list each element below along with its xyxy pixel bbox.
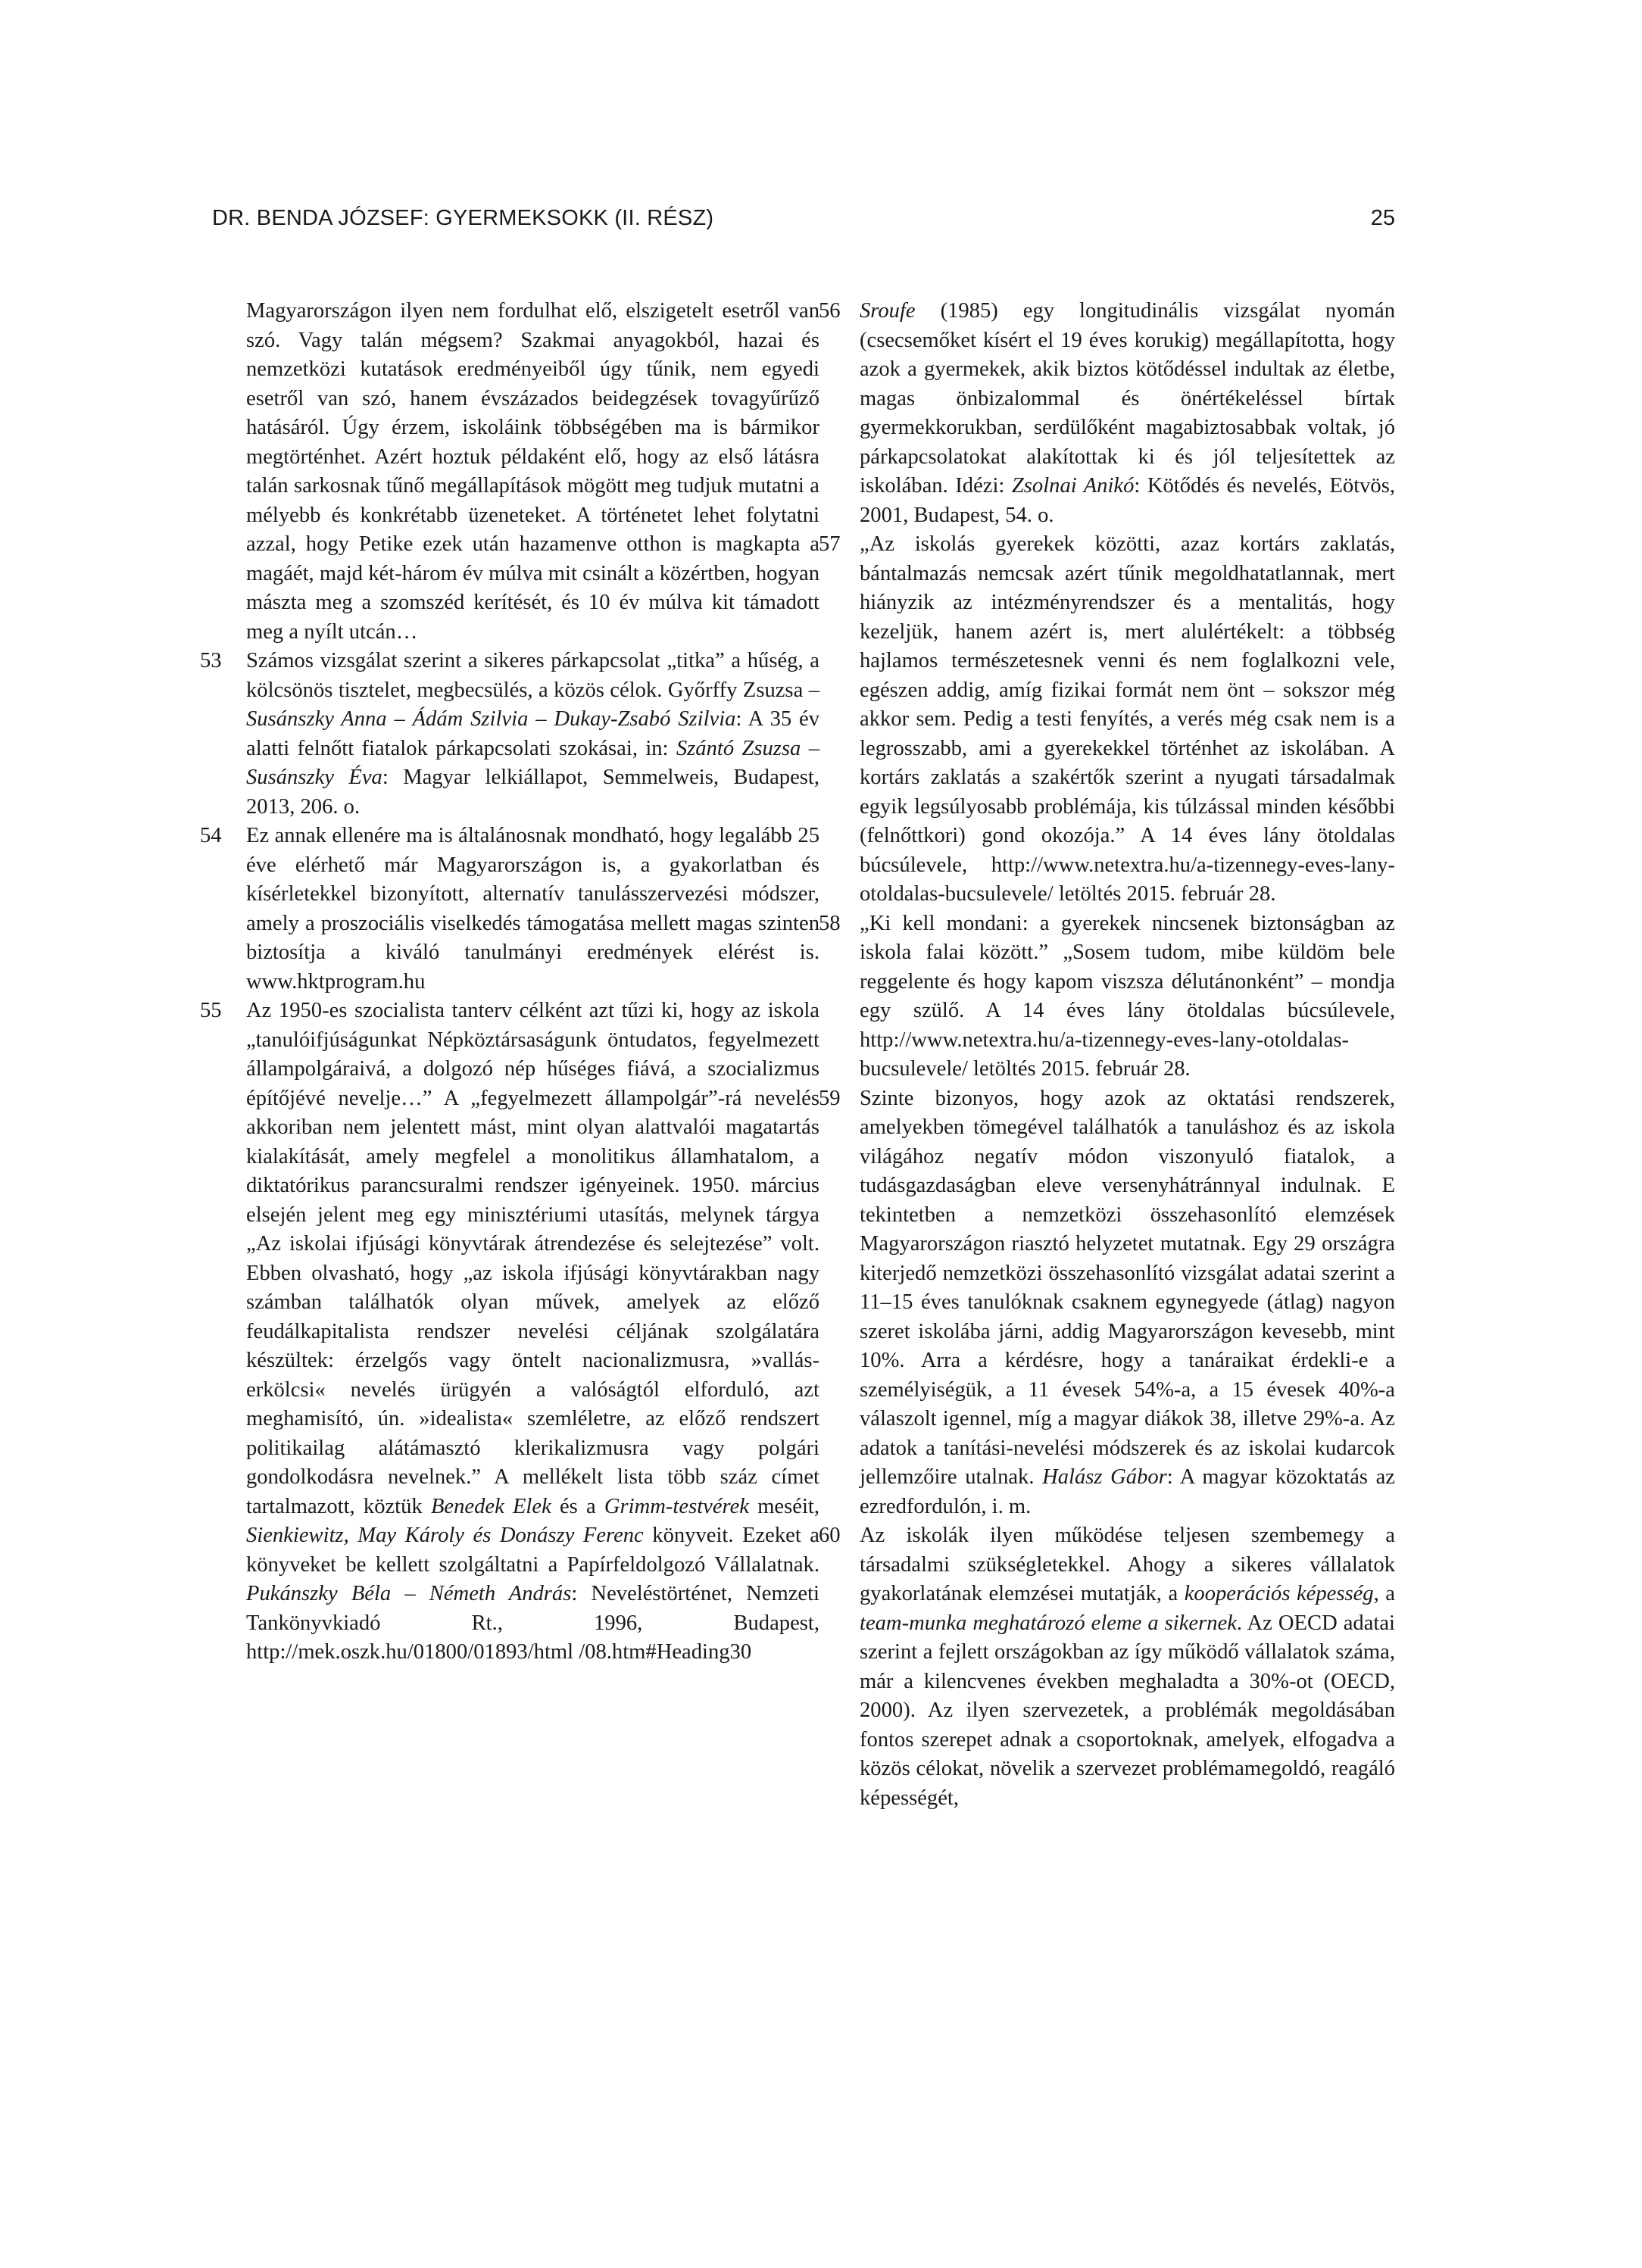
footnote-emphasis: team-munka meghatározó eleme a sikernek [860, 1611, 1237, 1635]
footnote-continuation [246, 297, 819, 647]
footnote-text: Magyarországon ilyen nem fordulhat elő, elszigetelt esetről van szó. Vagy talán mégsem? Szakmai anyagokból, hazai és nemzetközi kutatások eredményeiből úgy tűnik, nem egyedi esetről van szó, hanem évszázados beidegzések tovagyűrűző hatásáról. Úgy érzem, iskoláink többségében ma is bármikor megtörténhet. Azért hoztuk példaként elő, hogy az első látásra talán sarkosnak tűnő megállapítások mögött meg tudjuk mutatni a mélyebb és konkrétabb üzeneteket. A történetet lehet folytatni azzal, hogy Petike ezek után hazamenve otthon is magkapta a magáét, majd két-három év múlva mit csinált a közértben, hogyan mászta meg a szomszéd kerítését, és 10 év múlva kit támadott meg a nyílt utcán… [246, 299, 819, 644]
footnote-text: : Kötődés és nevelés, Eötvös, 2001, Budapest, 54. o. [860, 474, 1396, 527]
footnote-number: 55 [200, 999, 222, 1022]
footnote-60 [819, 1521, 1395, 1813]
footnote-text: : A 35 év alatti felnőtt fiatalok párkapcsolati szokásai, in: [246, 707, 819, 760]
footnote-text: „Az iskolás gyerekek közötti, azaz kortárs zaklatás, bántalmazás nemcsak azért tűnik megoldhatatlannak, mert hiányzik az intézményrendszer és a mentalitás, hogy kezeljük, hanem azért is, mert alulértékelt: a többség hajlamos természetesnek venni és nem foglalkozni vele, egészen addig, amíg fizikai formát nem önt – sokszor még akkor sem. Pedig a testi fenyítés, a verés még csak nem is a legrosszabb, ami a gyerekekkel történhet az iskolában. A kortárs zaklatás a szakértők szerint a nyugati társadalmak egyik legsúlyosabb problémája, kis túlzással minden későbbi (felnőttkori) gond okozója.” A 14 éves lány ötoldalas búcsúlevele, http://www.netextra.hu/a-tizennegy-eves-lany-otoldalas-bucsulevele/ letöltés 2015. február 28. [860, 532, 1395, 906]
running-head-title: DR. BENDA JÓZSEF: GYERMEKSOKK (II. RÉSZ) [212, 206, 714, 230]
footnote-author: Sroufe [860, 299, 916, 323]
footnote-number: 58 [819, 911, 841, 935]
footnote-text: : A magyar közoktatás az ezredfordulón, i. m. [860, 1465, 1395, 1518]
footnote-author: Grimm-testvérek [604, 1494, 749, 1518]
footnote-text: : Magyar lelkiállapot, Semmelweis, Budapest, 2013, 206. o. [246, 766, 819, 819]
footnote-text: . Az OECD adatai szerint a fejlett országokban az így működő vállalatok száma, már a kilencvenes években meghaladta a 30%-ot (OECD, 2000). Az ilyen szervezetek, a problémák megoldásában fontos szerepet adnak a csoportoknak, amelyek, elfogadva a közös célokat, növelik a szervezet problémamegoldó, reagáló képességét, [860, 1611, 1395, 1810]
footnote-text: Ez annak ellenére ma is általánosnak mondható, hogy legalább 25 éve elérhető már Magyarországon is, a gyakorlatban és kísérletekkel bizonyított, alternatív tanulásszervezési módszer, amely a proszociális viselkedés támogatása mellett magas szinten biztosítja a kiváló tanulmányi eredmények elérést is. www.hktprogram.hu [246, 824, 819, 994]
right-column [819, 297, 1396, 1813]
footnote-text: és a [551, 1494, 604, 1518]
footnote-54 [200, 822, 819, 997]
footnote-author: Sienkiewitz, May Károly és Donászy Ferenc [246, 1524, 644, 1547]
footnote-text: meséit, [748, 1494, 819, 1518]
footnote-number: 59 [819, 1086, 841, 1110]
footnote-number: 53 [200, 649, 222, 672]
footnote-emphasis: kooperációs képesség [1184, 1582, 1374, 1605]
footnote-text: Az 1950-es szocialista tanterv célként azt tűzi ki, hogy az iskola „tanulóifjúságunkat Népköztársaságunk öntudatos, fegyelmezett állampolgáraivá, a dolgozó nép hűséges fiává, a szocializmus építőjévé nevelje…” A „fegyelmezett állampolgár”-rá nevelés akkoriban nem jelentett mást, mint olyan alattvalói magatartás kialakítását, amely megfelel a monolitikus államhatalom, a diktatórikus parancsuralmi rendszer igényeinek. 1950. március elsején jelent meg egy minisztériumi utasítás, melynek tárgya „Az iskolai ifjúsági könyvtárak átrendezése és selejtezése” volt. Ebben olvasható, hogy „az iskola ifjúsági könyvtárakban nagy számban találhatók olyan művek, amelyek az előző feudálkapitalista rendszer nevelési céljának szolgálatára készültek: érzelgős vagy öntelt nacionalizmusra, »vallás-erkölcsi« nevelés ürügyén a valóságtól elforduló, azt meghamisító, ún. »idealista« szemléletre, az előző rendszert politikailag alátámasztó klerikalizmusra vagy polgári gondolkodásra nevelnek.” A mellékelt lista több száz címet tartalmazott, köztük [246, 999, 819, 1518]
footnote-author: Szántó Zsuzsa – Susánszky Éva [246, 736, 819, 789]
footnote-text: (1985) egy longitudinális vizsgálat nyomán (csecsemőket kísért el 19 éves korukig) megállapította, hogy azok a gyermekek, akik biztos kötődéssel indultak az életbe, magas önbizalommal és önértékeléssel bírtak gyermekkorukban, serdülőként magabiztosabbak voltak, jó párkapcsolatokat alakítottak ki és jól teljesítettek az iskolában. Idézi: [860, 299, 1395, 498]
footnote-number: 57 [819, 532, 841, 556]
footnote-text: Szinte bizonyos, hogy azok az oktatási rendszerek, amelyekben tömegével találhatók a tanuláshoz és az iskola világához negatív módon viszonyuló fiatalok, a tudásgazdaságban eleve versenyhátránnyal indulnak. E tekintetben a nemzetközi összehasonlító elemzések Magyarországon riasztó helyzetet mutatnak. Egy 29 országra kiterjedő nemzetközi összehasonlító vizsgálat adatai szerint a 11–15 éves tanulóknak csaknem egynegyede (átlag) nagyon szeret iskolába járni, addig Magyarországon kevesebb, mint 10%. Arra a kérdésre, hogy a tanáraikat érdekli-e a személyiségük, a 11 évesek 54%-a, a 15 évesek 40%-a válaszolt igennel, míg a magyar diákok 38, illetve 29%-a. Az adatok a tanítási-nevelési módszerek és az iskolai kudarcok jellemzőire utalnak. [860, 1086, 1395, 1489]
footnote-56 [819, 297, 1396, 530]
footnote-text: „Ki kell mondani: a gyerekek nincsenek biztonságban az iskola falai között.” „Sosem tudom, mibe küldöm bele reggelente és hogy kapom viszsza délutánonként” – mondja egy szülő. A 14 éves lány ötoldalas búcsúlevele, http://www.netextra.hu/a-tizennegy-eves-lany-otoldalas-bucsulevele/ letöltés 2015. február 28. [860, 911, 1395, 1081]
footnote-53 [200, 647, 819, 822]
footnote-author: Pukánszky Béla – Németh András [246, 1582, 572, 1605]
footnote-number: 54 [200, 824, 222, 847]
footnote-text: , a [1373, 1582, 1395, 1605]
footnote-number: 60 [819, 1524, 841, 1547]
footnote-text: : Neveléstörténet, Nemzeti Tankönyvkiadó Rt., 1996, Budapest, http://mek.oszk.hu/01800/01893/html /08.htm#Heading30 [246, 1582, 819, 1664]
footnote-58 [819, 909, 1395, 1084]
page-number: 25 [1370, 206, 1395, 230]
footnote-59 [819, 1084, 1395, 1522]
footnote-text: könyveit. Ezeket a könyveket be kellett szolgáltatni a Papírfeldolgozó Vállalatnak. [246, 1524, 819, 1577]
footnote-text: Számos vizsgálat szerint a sikeres párkapcsolat „titka” a hűség, a kölcsönös tisztelet, megbecsülés, a közös célok. Győrffy Zsuzsa – [246, 649, 819, 702]
footnote-number: 56 [819, 299, 841, 323]
left-column [200, 297, 819, 1667]
footnote-author: Zsolnai Anikó [1011, 474, 1135, 498]
footnote-author: Benedek Elek [430, 1494, 551, 1518]
footnote-55 [200, 997, 819, 1667]
running-head [212, 206, 1395, 244]
footnote-57 [819, 530, 1395, 909]
footnote-text: Az iskolák ilyen működése teljesen szembemegy a társadalmi szükségletekkel. Ahogy a sikeres vállalatok gyakorlatának elemzései mutatják, a [860, 1524, 1395, 1605]
footnote-author: Susánszky Anna – Ádám Szilvia – Dukay-Zsabó Szilvia [246, 707, 736, 731]
footnote-author: Halász Gábor [1042, 1465, 1167, 1489]
